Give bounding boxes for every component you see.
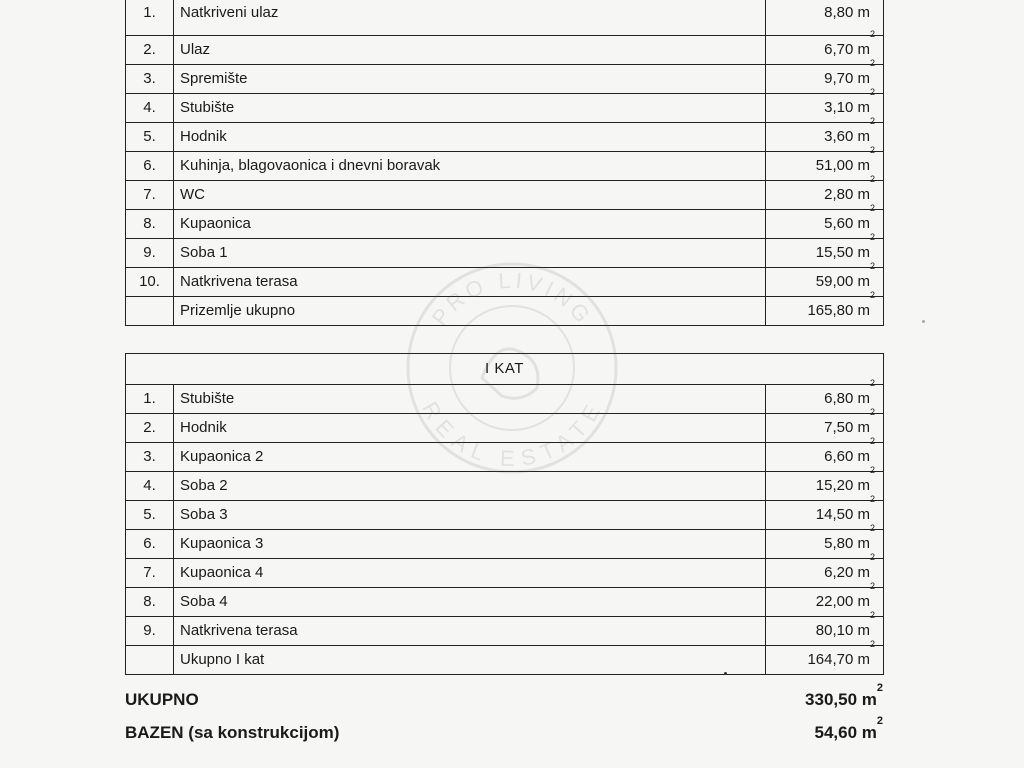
room-area [766,174,884,210]
ground-floor-table [125,0,884,326]
room-area [766,203,884,239]
unit-exponent: 2 [869,174,875,184]
row-number: 3. [126,443,174,472]
total-area [766,290,884,326]
floor-heading: I KAT [126,354,884,385]
table-row [126,443,884,472]
table-row [126,65,884,94]
grand-total-value [805,682,883,710]
first-floor-table [125,353,884,675]
row-number: 6. [126,152,174,181]
room-name: Kupaonica 4 [174,559,766,588]
table-row [126,94,884,123]
row-number: 4. [126,94,174,123]
table-row [126,181,884,210]
room-area [766,610,884,646]
row-number-empty [126,297,174,326]
room-area [766,145,884,181]
room-area [766,465,884,501]
unit-exponent: 2 [869,29,875,39]
area-value: 3,60 m [824,128,870,145]
row-number: 2. [126,414,174,443]
room-name: Kupaonica [174,210,766,239]
unit-exponent: 2 [876,682,883,694]
room-area [766,581,884,617]
area-value: 15,20 m [815,477,870,494]
table-row [126,588,884,617]
area-value: 330,50 m [805,690,877,709]
area-value: 59,00 m [815,273,870,290]
row-number: 4. [126,472,174,501]
unit-exponent: 2 [869,145,875,155]
pool-area-line [125,715,883,743]
row-number: 7. [126,559,174,588]
ground-floor-rows [126,0,884,326]
room-name: Ulaz [174,36,766,65]
unit-exponent: 2 [870,436,876,446]
row-number: 5. [126,501,174,530]
room-area [766,29,884,65]
area-value: 6,20 m [824,564,870,581]
room-name: Soba 4 [174,588,766,617]
unit-exponent: 2 [870,378,876,388]
scan-speck [922,320,925,323]
table-row [126,152,884,181]
area-value: 80,10 m [815,622,870,639]
unit-exponent: 2 [876,715,883,727]
area-value: 165,80 m [807,302,870,319]
table-heading-row [126,354,884,385]
area-value: 15,50 m [815,244,870,261]
total-row [126,297,884,326]
pool-label: BAZEN (sa konstrukcijom) [125,723,340,742]
table-row [126,414,884,443]
room-name: Stubište [174,94,766,123]
table-row [126,36,884,65]
area-value: 9,70 m [824,70,870,87]
area-value: 164,70 m [807,651,870,668]
room-area [766,523,884,559]
unit-exponent: 2 [870,465,876,475]
unit-exponent: 2 [869,58,875,68]
area-value: 5,80 m [824,535,870,552]
area-value: 6,60 m [824,448,870,465]
room-area [766,87,884,123]
row-number: 5. [126,123,174,152]
table-row [126,210,884,239]
unit-exponent: 2 [869,261,875,271]
room-name: Kupaonica 3 [174,530,766,559]
room-name: Kupaonica 2 [174,443,766,472]
table-row [126,617,884,646]
grand-total-label: UKUPNO [125,690,199,709]
room-area [766,232,884,268]
scan-speck [724,672,727,675]
row-number: 10. [126,268,174,297]
row-number: 9. [126,617,174,646]
room-name: WC [174,181,766,210]
room-area [766,261,884,297]
row-number: 1. [126,385,174,414]
room-area [766,0,884,36]
unit-exponent: 2 [869,87,875,97]
row-number: 8. [126,210,174,239]
grand-total-line [125,682,883,710]
unit-exponent: 2 [870,407,876,417]
row-number: 9. [126,239,174,268]
total-label: Prizemlje ukupno [174,297,766,326]
total-row [126,646,884,675]
row-number: 6. [126,530,174,559]
room-area [766,494,884,530]
watermark-bottom-text: REAL ESTATE [417,397,607,472]
unit-exponent: 2 [869,232,875,242]
area-value: 5,60 m [824,215,870,232]
first-floor-rows [126,354,884,675]
total-area [766,639,884,675]
row-number-empty [126,646,174,675]
row-number: 1. [126,0,174,36]
area-value: 22,00 m [815,593,870,610]
room-name: Spremište [174,65,766,94]
table-row [126,559,884,588]
unit-exponent: 2 [870,610,876,620]
area-value: 51,00 m [815,157,870,174]
room-name: Soba 3 [174,501,766,530]
table-row [126,472,884,501]
unit-exponent: 2 [870,523,876,533]
area-value: 7,50 m [824,419,870,436]
table-row [126,501,884,530]
unit-exponent: 2 [869,290,875,300]
area-value: 6,80 m [824,390,870,407]
row-number: 2. [126,36,174,65]
room-name: Hodnik [174,414,766,443]
room-name: Natkrivena terasa [174,268,766,297]
table-row [126,0,884,36]
watermark-top-text: PRO LIVING [426,267,598,331]
room-area [766,407,884,443]
area-value: 3,10 m [824,99,870,116]
table-row [126,530,884,559]
unit-exponent: 2 [870,552,876,562]
total-label: Ukupno I kat [174,646,766,675]
unit-exponent: 2 [869,203,875,213]
row-number: 3. [126,65,174,94]
unit-exponent: 2 [870,581,876,591]
room-name: Kuhinja, blagovaonica i dnevni boravak [174,152,766,181]
area-value: 2,80 m [824,186,870,203]
unit-exponent: 2 [870,494,876,504]
unit-exponent: 2 [869,116,875,126]
room-name: Hodnik [174,123,766,152]
room-name: Soba 2 [174,472,766,501]
room-name: Natkriveni ulaz [174,0,766,36]
row-number: 7. [126,181,174,210]
room-area [766,436,884,472]
room-name: Stubište [174,385,766,414]
area-value: 8,80 m [824,4,870,21]
area-value: 6,70 m [824,41,870,58]
area-value: 14,50 m [815,506,870,523]
table-row [126,123,884,152]
row-number: 8. [126,588,174,617]
unit-exponent: 2 [870,639,876,649]
area-value: 54,60 m [814,723,877,742]
table-row [126,268,884,297]
pool-value [814,715,883,743]
room-area [766,58,884,94]
room-area [766,552,884,588]
room-name: Natkrivena terasa [174,617,766,646]
room-name: Soba 1 [174,239,766,268]
table-row [126,239,884,268]
room-area [766,116,884,152]
room-area [766,378,884,414]
table-row [126,385,884,414]
